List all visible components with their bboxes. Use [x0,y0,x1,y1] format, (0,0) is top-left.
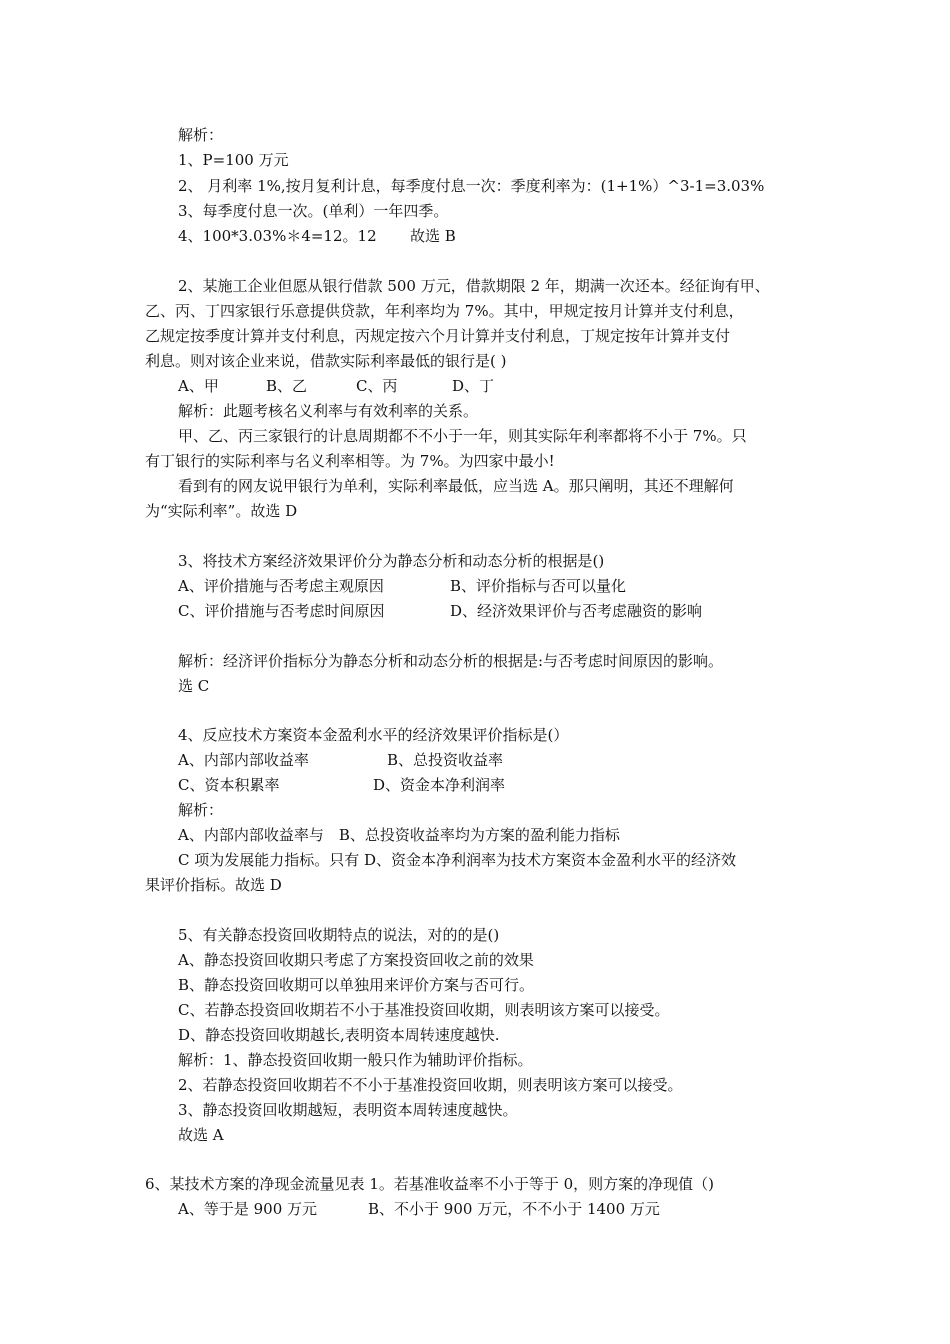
q2-analysis-line-4: 看到有的网友说甲银行为单利，实际利率最低，应当选 A。那只阐明，其还不理解何 [178,477,734,495]
q5-analysis-line-3: 3、静态投资回收期越短，表明资本周转速度越快。 [178,1101,518,1119]
intro-step-2: 2、 月利率 1%,按月复利计息，每季度付息一次：季度利率为：(1+1%）^3-1=3.03% [178,177,765,195]
q4-analysis-line-2: C 项为发展能力指标。只有 D、资金本净利润率为技术方案资本金盈利水平的经济效 [178,851,737,869]
q2-analysis-line-5: 为“实际利率”。故选 D [145,502,298,520]
q4-stem: 4、反应技术方案资本金盈利水平的经济效果评价指标是(） [178,726,569,744]
q5-option-d: D、静态投资回收期越长,表明资本周转速度越快. [178,1026,500,1044]
q4-option-d: D、资金本净利润率 [373,776,506,794]
q5-option-c: C、若静态投资回收期若不小于基准投资回收期，则表明该方案可以接受。 [178,1001,670,1019]
q4-analysis-title: 解析： [178,801,224,819]
intro-step-3: 3、每季度付息一次。(单利）一年四季。 [178,202,449,220]
q3-option-d: D、经济效果评价与否考虑融资的影响 [450,602,703,620]
q3-answer: 选 C [178,677,210,695]
q3-option-c: C、评价措施与否考虑时间原因 [178,602,385,620]
q3-analysis: 解析：经济评价指标分为静态分析和动态分析的根据是:与否考虑时间原因的影响。 [178,652,724,670]
q6-option-b: B、不小于 900 万元，不不小于 1400 万元 [368,1200,660,1218]
q4-option-b: B、总投资收益率 [387,751,504,769]
q2-option-b: B、乙 [266,377,308,395]
q2-stem-line-4: 利息。则对该企业来说，借款实际利率最低的银行是( ) [145,352,507,370]
q2-option-c: C、丙 [356,377,398,395]
q5-analysis-line-2: 2、若静态投资回收期若不不小于基准投资回收期，则表明该方案可以接受。 [178,1076,683,1094]
intro-step-1: 1、P=100 万元 [178,151,289,169]
q6-stem: 6、某技术方案的净现金流量见表 1。若基准收益率不小于等于 0，则方案的净现值（) [145,1175,715,1193]
q5-answer: 故选 A [178,1126,224,1144]
q2-analysis-line-3: 有丁银行的实际利率与名义利率相等。为 7%。为四家中最小! [145,452,555,470]
q5-option-b: B、静态投资回收期可以单独用来评价方案与否可行。 [178,976,535,994]
q2-option-a: A、甲 [178,377,219,395]
q6-option-a: A、等于是 900 万元 [178,1200,317,1218]
q5-option-a: A、静态投资回收期只考虑了方案投资回收之前的效果 [178,951,534,969]
q2-stem-line-3: 乙规定按季度计算并支付利息，丙规定按六个月计算并支付利息，丁规定按年计算并支付 [145,327,731,345]
q5-stem: 5、有关静态投资回收期特点的说法，对的的是() [178,926,500,944]
q4-option-c: C、资本积累率 [178,776,280,794]
q4-analysis-line-3: 果评价指标。故选 D [145,876,282,894]
intro-choice: 故选 B [410,227,456,245]
q3-stem: 3、将技术方案经济效果评价分为静态分析和动态分析的根据是() [178,552,605,570]
intro-title: 解析： [178,126,224,144]
q3-option-b: B、评价指标与否可以量化 [450,577,627,595]
q4-option-a: A、内部内部收益率 [178,751,309,769]
intro-step-4: 4、100*3.03%＊4=12。12 [178,227,377,245]
q2-option-d: D、丁 [452,377,495,395]
q4-analysis-line-1: A、内部内部收益率与 B、总投资收益率均为方案的盈利能力指标 [178,826,620,844]
q2-stem-line-1: 2、某施工企业但愿从银行借款 500 万元，借款期限 2 年，期满一次还本。经征询有甲、 [178,277,770,295]
q5-analysis-line-1: 解析：1、静态投资回收期一般只作为辅助评价指标。 [178,1051,533,1069]
q3-option-a: A、评价措施与否考虑主观原因 [178,577,384,595]
q2-stem-line-2: 乙、丙、丁四家银行乐意提供贷款，年利率均为 7%。其中，甲规定按月计算并支付利息， [145,302,744,320]
q2-analysis-line-2: 甲、乙、丙三家银行的计息周期都不不小于一年，则其实际年利率都将不小于 7%。只 [178,427,747,445]
q2-analysis-line-1: 解析：此题考核名义利率与有效利率的关系。 [178,402,479,420]
